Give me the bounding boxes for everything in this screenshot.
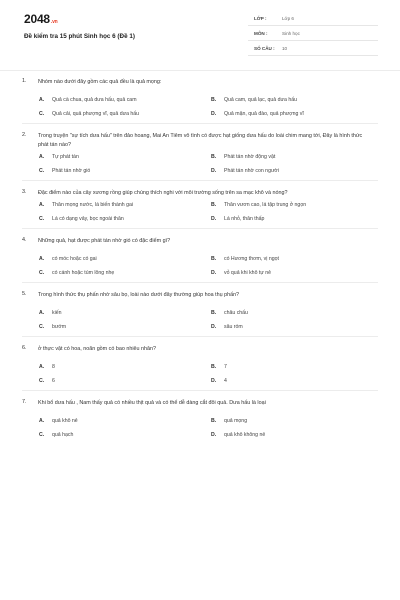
option-a[interactable]	[39, 97, 211, 103]
option-text: quả khô không nẻ	[224, 432, 266, 438]
options	[39, 97, 378, 123]
option-text: sâu róm	[224, 324, 243, 330]
option-text: Quả mận, quả đào, quả phượng vĩ	[224, 111, 304, 117]
option-text: Lá có dạng vảy, bọc ngoài thân	[52, 216, 124, 222]
option-text: Quả cải, quả phượng vĩ, quả dưa hấu	[52, 111, 140, 117]
question-stem: Trong truyện "sự tích dưa hấu" trên đảo hoang, Mai An Tiêm vô tình có được hạt giống dưa hấu do loài chim mang tới, Đây là hình thức phát tán nào?	[38, 133, 363, 148]
option-text: quả hạch	[52, 432, 74, 438]
option-a[interactable]	[39, 364, 211, 370]
options	[39, 154, 378, 180]
header-divider	[0, 70, 400, 71]
option-d[interactable]	[211, 111, 383, 117]
question-2	[22, 124, 378, 181]
option-a[interactable]	[39, 256, 211, 262]
option-text: Thân mọng nước, lá biến thành gai	[52, 202, 133, 208]
option-d[interactable]	[211, 168, 383, 174]
option-letter: C.	[39, 432, 45, 438]
option-letter: D.	[211, 216, 217, 222]
option-letter: A.	[39, 97, 45, 103]
option-text: có cánh hoặc túm lông nhẹ	[52, 270, 115, 276]
option-text: quả mọng	[224, 418, 248, 424]
question-3	[22, 181, 378, 229]
option-text: Lá nhỏ, thân thấp	[224, 216, 265, 222]
option-text: Tự phát tán	[52, 154, 79, 160]
option-b[interactable]	[211, 256, 383, 262]
header	[0, 0, 400, 68]
option-text: Quả cam, quả lạc, quả dưa hấu	[224, 97, 297, 103]
option-text: Thân vươn cao, lá tập trung ở ngọn	[224, 202, 307, 208]
option-text: 7	[224, 364, 227, 370]
options	[39, 364, 378, 390]
options	[39, 418, 378, 444]
meta-count-label: SỐ CÂU :	[254, 46, 275, 51]
meta-grade	[248, 12, 378, 26]
options	[39, 256, 378, 282]
option-letter: B.	[211, 364, 217, 370]
option-letter: C.	[39, 270, 45, 276]
option-a[interactable]	[39, 418, 211, 424]
option-b[interactable]	[211, 364, 383, 370]
question-number: 3.	[22, 189, 27, 195]
question-stem: ở thực vật có hoa, noãn gồm có bao nhiêu nhân?	[38, 346, 157, 352]
option-text: 6	[52, 378, 55, 384]
question-number: 6.	[22, 345, 27, 351]
option-letter: A.	[39, 202, 45, 208]
question-number: 5.	[22, 291, 27, 297]
question-1	[22, 78, 378, 124]
question-stem: Nhóm nào dưới đây gồm các quả đều là quả mọng:	[38, 79, 162, 85]
option-letter: D.	[211, 324, 217, 330]
option-letter: A.	[39, 256, 45, 262]
question-stem: Những quả, hạt được phát tán nhờ gió có đặc điểm gì?	[38, 238, 171, 244]
option-text: vỏ quả khi khô tự nẻ	[224, 270, 272, 276]
meta-grade-label: LỚP :	[254, 16, 267, 21]
option-letter: B.	[211, 154, 217, 160]
option-d[interactable]	[211, 216, 383, 222]
options	[39, 202, 378, 228]
option-c[interactable]	[39, 378, 211, 384]
option-text: 4	[224, 378, 227, 384]
question-stem: Khi bổ dưa hấu , Nam thấy quả có nhiều thịt quả và có thể dễ dàng cắt đôi quả. Dưa hấu là loại	[38, 400, 266, 406]
option-letter: C.	[39, 378, 45, 384]
option-c[interactable]	[39, 168, 211, 174]
option-b[interactable]	[211, 202, 383, 208]
meta-subject	[248, 27, 378, 41]
question-number: 1.	[22, 78, 27, 84]
option-letter: D.	[211, 168, 217, 174]
option-b[interactable]	[211, 97, 383, 103]
option-c[interactable]	[39, 432, 211, 438]
meta-grade-value: Lớp 6	[282, 16, 294, 21]
option-d[interactable]	[211, 270, 383, 276]
option-text: có Hương thơm, vị ngọt	[224, 256, 279, 262]
option-c[interactable]	[39, 111, 211, 117]
question-list	[0, 78, 400, 444]
site-logo[interactable]	[24, 12, 58, 26]
option-text: châu chấu	[224, 310, 248, 316]
question-number: 7.	[22, 399, 27, 405]
option-letter: D.	[211, 378, 217, 384]
question-number: 2.	[22, 132, 27, 138]
meta-count-value: 10	[282, 46, 288, 51]
option-c[interactable]	[39, 270, 211, 276]
meta-count	[248, 42, 378, 56]
option-letter: C.	[39, 111, 45, 117]
option-letter: C.	[39, 324, 45, 330]
question-stem: Đặc điểm nào của cây xương rồng giúp chúng thích nghi với môi trường sống trên sa mạc khô và nóng?	[38, 190, 288, 196]
option-text: quả khô nẻ	[52, 418, 78, 424]
option-b[interactable]	[211, 154, 383, 160]
option-text: Phát tán nhờ con người	[224, 168, 279, 174]
question-stem: Trong hình thức thụ phấn nhờ sâu bọ, loài nào dưới đây thường giúp hoa thụ phấn?	[38, 292, 240, 298]
question-4	[22, 229, 378, 283]
option-b[interactable]	[211, 310, 383, 316]
option-d[interactable]	[211, 432, 383, 438]
option-text: 8	[52, 364, 55, 370]
option-letter: B.	[211, 202, 217, 208]
option-letter: B.	[211, 418, 217, 424]
logo-suffix: .vn	[50, 19, 58, 25]
option-letter: C.	[39, 216, 45, 222]
meta-subject-value: Sinh học	[282, 31, 300, 36]
option-letter: C.	[39, 168, 45, 174]
question-7	[22, 391, 378, 444]
meta-subject-label: MÔN :	[254, 31, 268, 36]
option-letter: D.	[211, 111, 217, 117]
question-5	[22, 283, 378, 337]
option-letter: B.	[211, 256, 217, 262]
option-a[interactable]	[39, 310, 211, 316]
option-letter: D.	[211, 432, 217, 438]
option-letter: D.	[211, 270, 217, 276]
option-letter: A.	[39, 154, 45, 160]
question-6	[22, 337, 378, 391]
option-text: Phát tán nhờ gió	[52, 168, 91, 174]
option-text: có móc hoặc có gai	[52, 256, 97, 262]
question-number: 4.	[22, 237, 27, 243]
option-text: bướm	[52, 324, 67, 330]
option-letter: A.	[39, 364, 45, 370]
options	[39, 310, 378, 336]
option-b[interactable]	[211, 418, 383, 424]
option-a[interactable]	[39, 154, 211, 160]
option-d[interactable]	[211, 378, 383, 384]
option-c[interactable]	[39, 324, 211, 330]
option-d[interactable]	[211, 324, 383, 330]
option-letter: A.	[39, 418, 45, 424]
option-letter: B.	[211, 310, 217, 316]
option-letter: A.	[39, 310, 45, 316]
option-letter: B.	[211, 97, 217, 103]
logo-text: 2048	[24, 12, 50, 26]
option-text: Quả cà chua, quả dưa hấu, quả cam	[52, 97, 137, 103]
page-title: Đề kiểm tra 15 phút Sinh học 6 (Đề 1)	[24, 33, 135, 40]
option-text: kiến	[52, 310, 62, 316]
option-text: Phát tán nhờ động vật	[224, 154, 276, 160]
option-c[interactable]	[39, 216, 211, 222]
option-a[interactable]	[39, 202, 211, 208]
